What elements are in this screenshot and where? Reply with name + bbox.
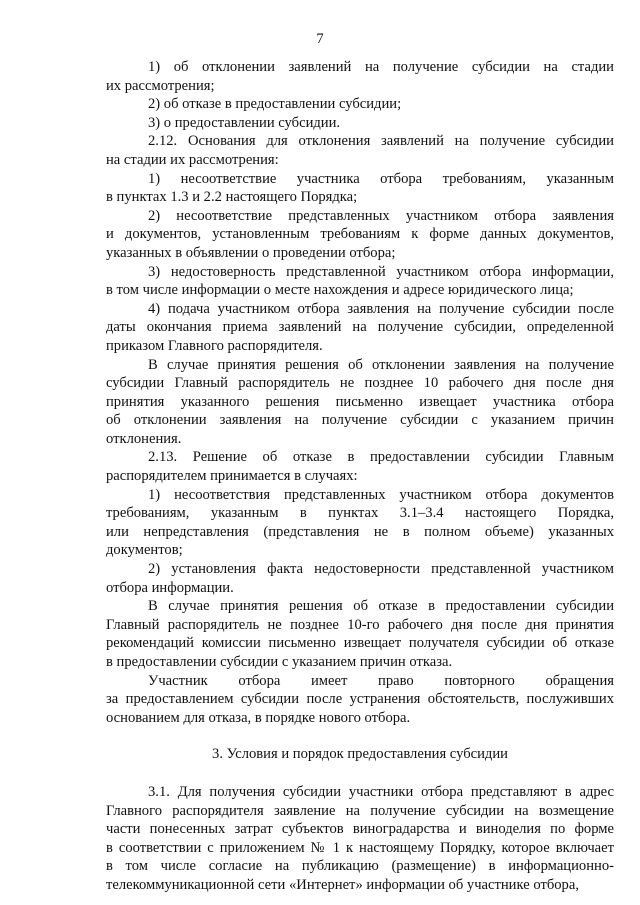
text-line: основанием для отказа, в порядке нового отбора. [106, 709, 411, 726]
text-line: даты окончания приема заявлений на получение субсидии, определенной [106, 319, 614, 336]
paragraph-refusal-notice [106, 597, 614, 671]
text-line: или непредставления (представления не в полном объеме) указанных [106, 523, 614, 540]
paragraph-reapply [106, 672, 614, 728]
text-line: в том числе согласие на публикацию (размещение) в информационно- [106, 858, 614, 875]
text-line: документов; [106, 542, 183, 559]
text-line: телекоммуникационной сети «Интернет» информации об участнике отбора, [106, 876, 579, 893]
paragraph-refusal-2 [106, 560, 614, 597]
text-line: на стадии их рассмотрения: [106, 151, 279, 168]
text-line: части понесенных затрат субъектов виноградарства и виноделия по форме [106, 821, 614, 838]
text-line: и документов, установленным требованиям к форме данных документов, [106, 226, 614, 243]
text-line: В случае принятия решения об отклонении заявления на получение [148, 356, 614, 373]
paragraph-refusal-1 [106, 486, 614, 560]
text-line: субсидии Главный распорядитель не позднее 10 рабочего дня после дня [106, 375, 614, 392]
text-line: 2) несоответствие представленных участником отбора заявления [148, 207, 614, 224]
page-number: 7 [316, 31, 324, 47]
text-line: в том числе информации о месте нахождения и адресе юридического лица; [106, 282, 574, 299]
text-line: приказом Главного распорядителя. [106, 337, 323, 354]
section-heading: 3. Условия и порядок предоставления субсидии [212, 746, 508, 763]
paragraph-ground-4 [106, 300, 614, 356]
text-line: распорядителем принимается в случаях: [106, 468, 358, 485]
text-line: принятия указанного решения письменно извещает участника отбора [106, 393, 614, 410]
text-line: 1) несоответствия представленных участником отбора документов [148, 486, 614, 503]
paragraphs-block [106, 58, 614, 727]
paragraph-item-3 [106, 114, 614, 133]
paragraph-ground-1 [106, 170, 614, 207]
text-line: 2) об отказе в предоставлении субсидии; [148, 96, 402, 113]
paragraph-ground-3 [106, 263, 614, 300]
text-line: 4) подача участником отбора заявления на получение субсидии после [148, 300, 614, 317]
text-line: рекомендаций комиссии письменно извещает получателя субсидии об отказе [106, 635, 614, 652]
paragraph-clause-3-1 [106, 783, 614, 895]
text-line: 2.13. Решение об отказе в предоставлении субсидии Главным [148, 449, 614, 466]
text-line: в соответствии с приложением № 1 к настоящему Порядку, которое включает [106, 839, 614, 856]
text-line: в предоставлении субсидии с указанием причин отказа. [106, 654, 453, 670]
text-line: 2) установления факта недостоверности представленной участником [148, 561, 614, 578]
text-line: 2.12. Основания для отклонения заявлений на получение субсидии [148, 133, 614, 150]
text-line: 3) о предоставлении субсидии. [148, 114, 341, 131]
section-paragraphs-block [106, 783, 614, 895]
paragraph-ground-2 [106, 207, 614, 263]
paragraph-clause-2-13 [106, 448, 614, 485]
text-line: Участник отбора имеет право повторного обращения [148, 672, 614, 689]
text-line: 1) несоответствие участника отбора требованиям, указанным [148, 170, 614, 187]
paragraph-item-1 [106, 58, 614, 95]
text-line: в пунктах 1.3 и 2.2 настоящего Порядка; [106, 189, 358, 206]
text-line: отклонения. [106, 430, 182, 447]
text-line: В случае принятия решения об отказе в предоставлении субсидии [148, 598, 614, 615]
text-line: об отклонении заявления на получение субсидии с указанием причин [106, 412, 614, 429]
text-line: 3.1. Для получения субсидии участники отбора представляют в адрес [148, 783, 614, 800]
text-line: указанных в объявлении о проведении отбора; [106, 244, 396, 261]
text-line: за предоставлением субсидии после устранения обстоятельств, послуживших [106, 691, 614, 708]
text-line: Главный распорядитель не позднее 10-го рабочего дня после дня принятия [106, 616, 614, 633]
paragraph-item-2 [106, 95, 614, 114]
text-line: 1) об отклонении заявлений на получение субсидии на стадии [148, 59, 614, 75]
text-line: требованиям, указанным в пунктах 3.1–3.4 настоящего Порядка, [106, 505, 614, 522]
text-line: Главного распорядителя заявление на получение субсидии на возмещение [106, 802, 614, 819]
text-line: 3) недостоверность представленной участником отбора информации, [148, 263, 614, 280]
text-line: их рассмотрения; [106, 77, 215, 94]
paragraph-rejection-notice [106, 356, 614, 449]
paragraph-clause-2-12 [106, 132, 614, 169]
document-body [106, 58, 614, 895]
text-line: отбора информации. [106, 579, 234, 596]
